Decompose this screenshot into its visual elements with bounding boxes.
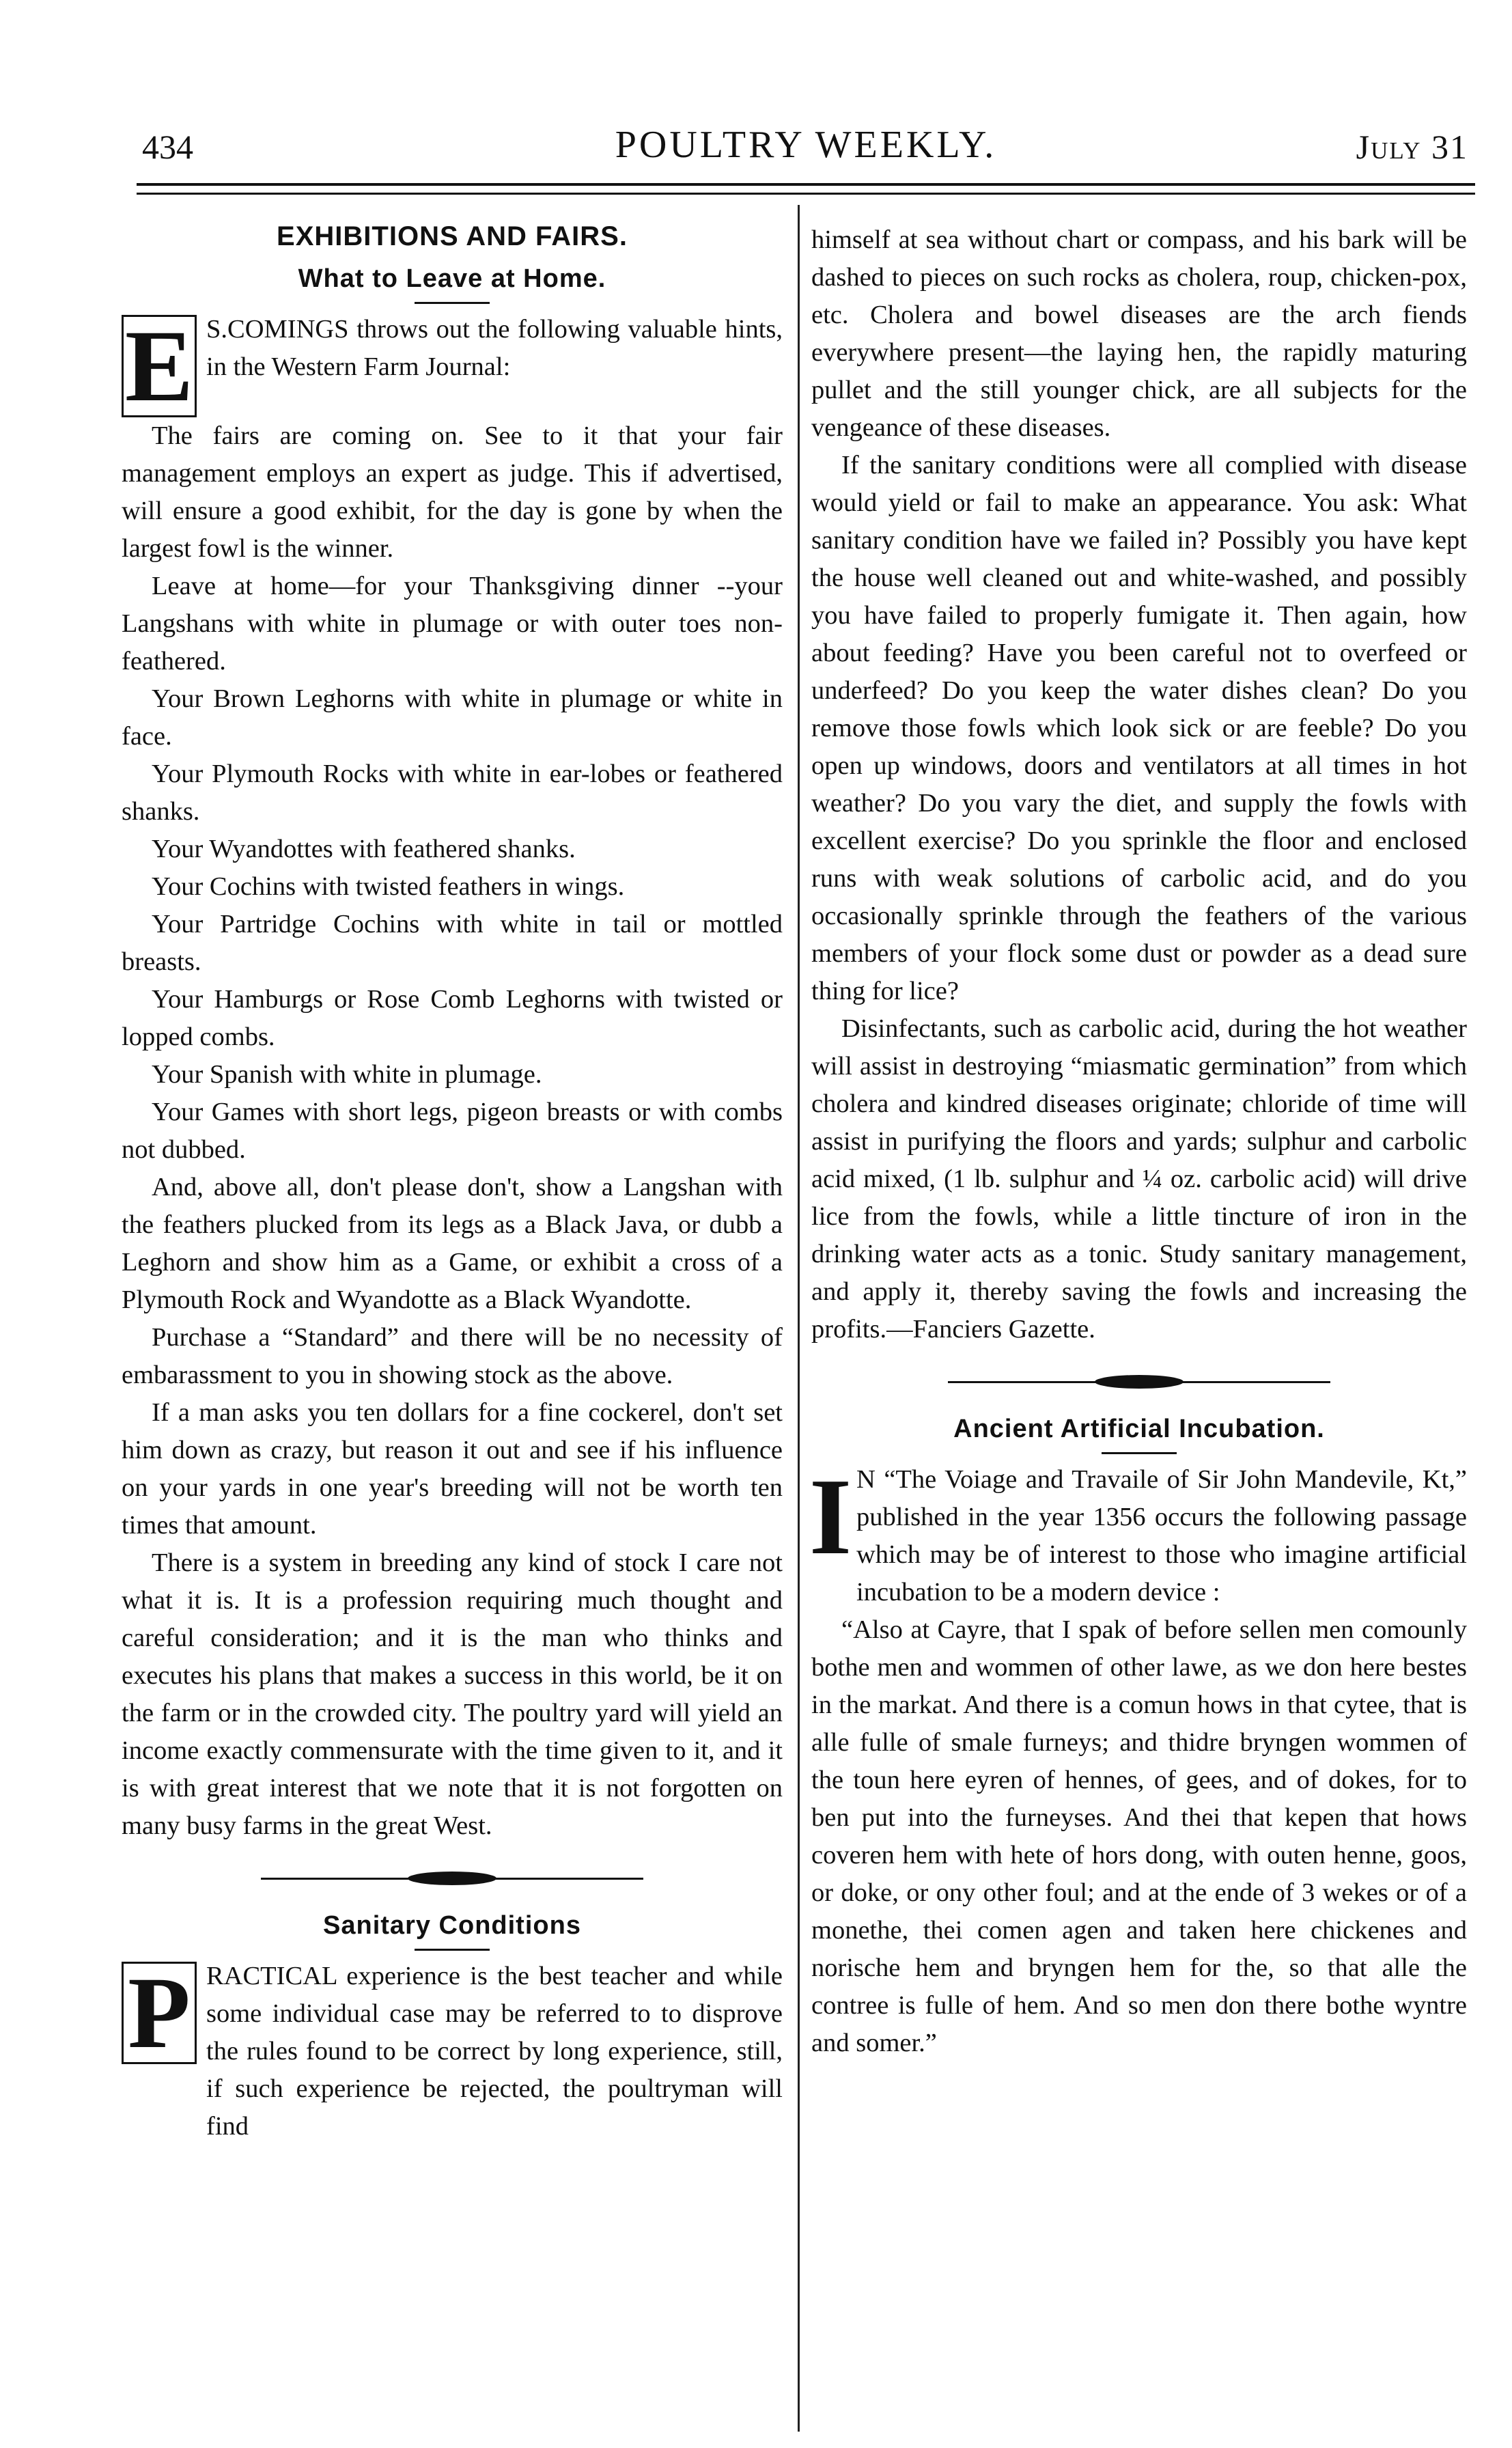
paragraph: Your Partridge Cochins with white in tail or mottled breasts. [122, 910, 783, 976]
right-column [811, 221, 1467, 2062]
paragraph: Your Cochins with twisted feathers in wings. [152, 872, 625, 901]
paragraph: Disinfectants, such as carbolic acid, during the hot weather will assist in destroying “miasmatic germination” from which cholera and kindred diseases originate; chloride of time will assist in purifying the floors and yards; sulphur and carbolic acid mixed, (1 lb. sulphur and ¼ oz. carbolic acid) will drive lice from the fowls, while a little tincture of iron in the drinking water acts as a tonic. Study sanitary management, and apply it, thereby saving the fowls and increasing the profits.—Fanciers Gazette. [811, 1014, 1467, 1344]
paragraph: And, above all, don't please don't, show a Langshan with the feathers plucked from its legs as a Black Java, or dubb a Leghorn and show him as a Game, or exhibit a cross of a Plymouth Rock and Wyandotte as a Black Wyandotte. [122, 1173, 783, 1314]
page-number: 434 [142, 128, 193, 166]
paragraph: The fairs are coming on. See to it that your fair management employs an expert as judge. This if advertised, will ensure a good exhibit, for the day is gone by when the largest fowl is the winner. [122, 421, 783, 563]
title-rule [415, 302, 490, 304]
paragraph: If a man asks you ten dollars for a fine cockerel, don't set him down as crazy, but reason it out and see if his influence on your yards in one year's breeding will not be worth ten times that amount. [122, 1398, 783, 1540]
article-title-sanitary: Sanitary Conditions [323, 1911, 581, 1940]
header-rule-top [137, 183, 1475, 186]
article-intro [122, 1958, 783, 2145]
title-rule [415, 1949, 490, 1951]
article-intro [809, 1456, 1467, 1611]
article-title-leave-at-home: What to Leave at Home. [298, 264, 606, 293]
paragraph: There is a system in breeding any kind of stock I care not what it is. It is a profession requiring much thought and careful consideration; and it is the man who thinks and executes his plans that makes a success in this world, be it on the farm or in the crowded city. The poultry yard will yield an income exactly commensurate with the time given to it, and it is with great interest that we note that it is not forgotten on many busy farms in the great West. [122, 1548, 783, 1840]
drop-cap-i: I [809, 1456, 852, 1577]
quoted-passage: “Also at Cayre, that I spak of before sellen men comounly bothe men and wommen of other lawe, as we don here bestes in the markat. And there is a comun hows in that cytee, that is alle fulle of smale furneys; and thidre bryngen wommen of the toun here eyren of hennes, of gees, and of dokes, for to ben put into the furneyses. And thei that kepen that hows coveren hem with hete of hors dong, with outen henne, goos, or doke, or ony other foul; and at the ende of 3 wekes or of a monethe, thei comen agen and taken here chickenes and norische hem and bryngen hem for the, so that alle the contree is fulle of hem. And so men don there bothe wyntre and somer.” [811, 1615, 1467, 2057]
intro-text: RACTICAL experience is the best teacher and while some individual case may be referred to to disprove the rules found to be correct by long experience, still, if such experience be rejected, the poultryman will find [206, 1962, 783, 2141]
section-title: EXHIBITIONS AND FAIRS. [277, 221, 628, 251]
paragraph: Leave at home—for your Thanksgiving dinner --your Langshans with white in plumage or with outer toes non-feathered. [122, 572, 783, 676]
continued-paragraph: himself at sea without chart or compass, and his bark will be dashed to pieces on such rocks as cholera, roup, chicken-pox, etc. Cholera and bowel diseases are the arch fiends everywhere present—the laying hen, the rapidly maturing pullet and the still younger chick, are all subjects for the vengeance of these diseases. [811, 225, 1467, 442]
drop-cap-e: E [122, 315, 197, 417]
paragraph: Your Hamburgs or Rose Comb Leghorns with twisted or lopped combs. [122, 985, 783, 1051]
intro-text: S.COMINGS throws out the following valuable hints, in the Western Farm Journal: [206, 315, 783, 381]
paragraph: Your Games with short legs, pigeon breasts or with combs not dubbed. [122, 1098, 783, 1164]
paragraph: Your Brown Leghorns with white in plumage or white in face. [122, 684, 783, 751]
masthead-title: POULTRY WEEKLY. [615, 124, 997, 166]
intro-text: N “The Voiage and Travaile of Sir John Mandevile, Kt,” published in the year 1356 occurs the following passage which may be of interest to those who imagine artificial incubation to be a modern device : [856, 1465, 1467, 1606]
column-divider [798, 205, 800, 2432]
issue-date: July 31 [1356, 128, 1468, 166]
drop-cap-p: P [122, 1962, 197, 2064]
section-ornament [948, 1369, 1330, 1396]
paragraph: Your Plymouth Rocks with white in ear-lobes or feathered shanks. [122, 760, 783, 826]
left-column [122, 217, 783, 2145]
title-rule [1102, 1452, 1177, 1454]
running-header [137, 123, 1475, 178]
paragraph: Your Spanish with white in plumage. [152, 1060, 542, 1089]
article-intro [122, 309, 783, 423]
paragraph: Your Wyandottes with feathered shanks. [152, 835, 576, 863]
paragraph: Purchase a “Standard” and there will be no necessity of embarassment to you in showing stock as the above. [122, 1323, 783, 1389]
paragraph: If the sanitary conditions were all complied with disease would yield or fail to make an appearance. You ask: What sanitary condition have we failed in? Possibly you have kept the house well cleaned out and white-washed, and possibly you have failed to properly fumigate it. Then again, how about feeding? Have you been careful not to overfeed or underfeed? Do you keep the water dishes clean? Do you remove those fowls which look sick or are feeble? Do you open up windows, doors and ventilators at all times in hot weather? Do you vary the diet, and supply the fowls with excellent exercise? Do you sprinkle the floor and enclosed runs with weak solutions of carbolic acid, and do you occasionally sprinkle through the feathers of the various members of your flock some dust or powder as a dead sure thing for lice? [811, 451, 1467, 1005]
header-rule-bottom [137, 193, 1475, 195]
section-ornament [261, 1865, 643, 1893]
article-title-incubation: Ancient Artificial Incubation. [953, 1415, 1325, 1443]
